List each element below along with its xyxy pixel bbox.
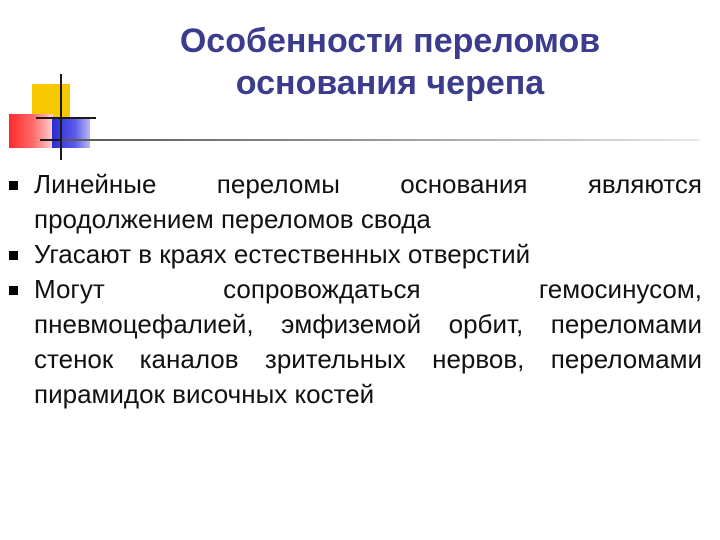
bullet-item — [0, 272, 720, 412]
bullet-item — [0, 167, 720, 237]
slide-title-line-2: основания черепа — [235, 64, 545, 102]
bullet-text: Линейные переломы основания являются продолжением переломов свода — [34, 169, 702, 234]
red-square — [9, 114, 53, 148]
square-bullet-icon — [9, 181, 18, 190]
bullet-text: Угасают в краях естественных отверстий — [34, 239, 531, 269]
slide-title-line-1: Особенности переломов — [179, 22, 601, 60]
blue-square — [52, 118, 90, 148]
title-divider — [62, 139, 700, 141]
logo-horizontal-line — [36, 117, 96, 119]
bullet-item — [0, 237, 720, 272]
bullet-list — [0, 167, 720, 412]
bullet-text: Могут сопровождаться гемосинусом, пневмоцефалией, эмфиземой орбит, переломами стенок каналов зрительных нервов, переломами пирамидок височных костей — [34, 274, 702, 409]
slide-title — [0, 20, 720, 104]
square-bullet-icon — [9, 251, 18, 260]
square-bullet-icon — [9, 286, 18, 295]
